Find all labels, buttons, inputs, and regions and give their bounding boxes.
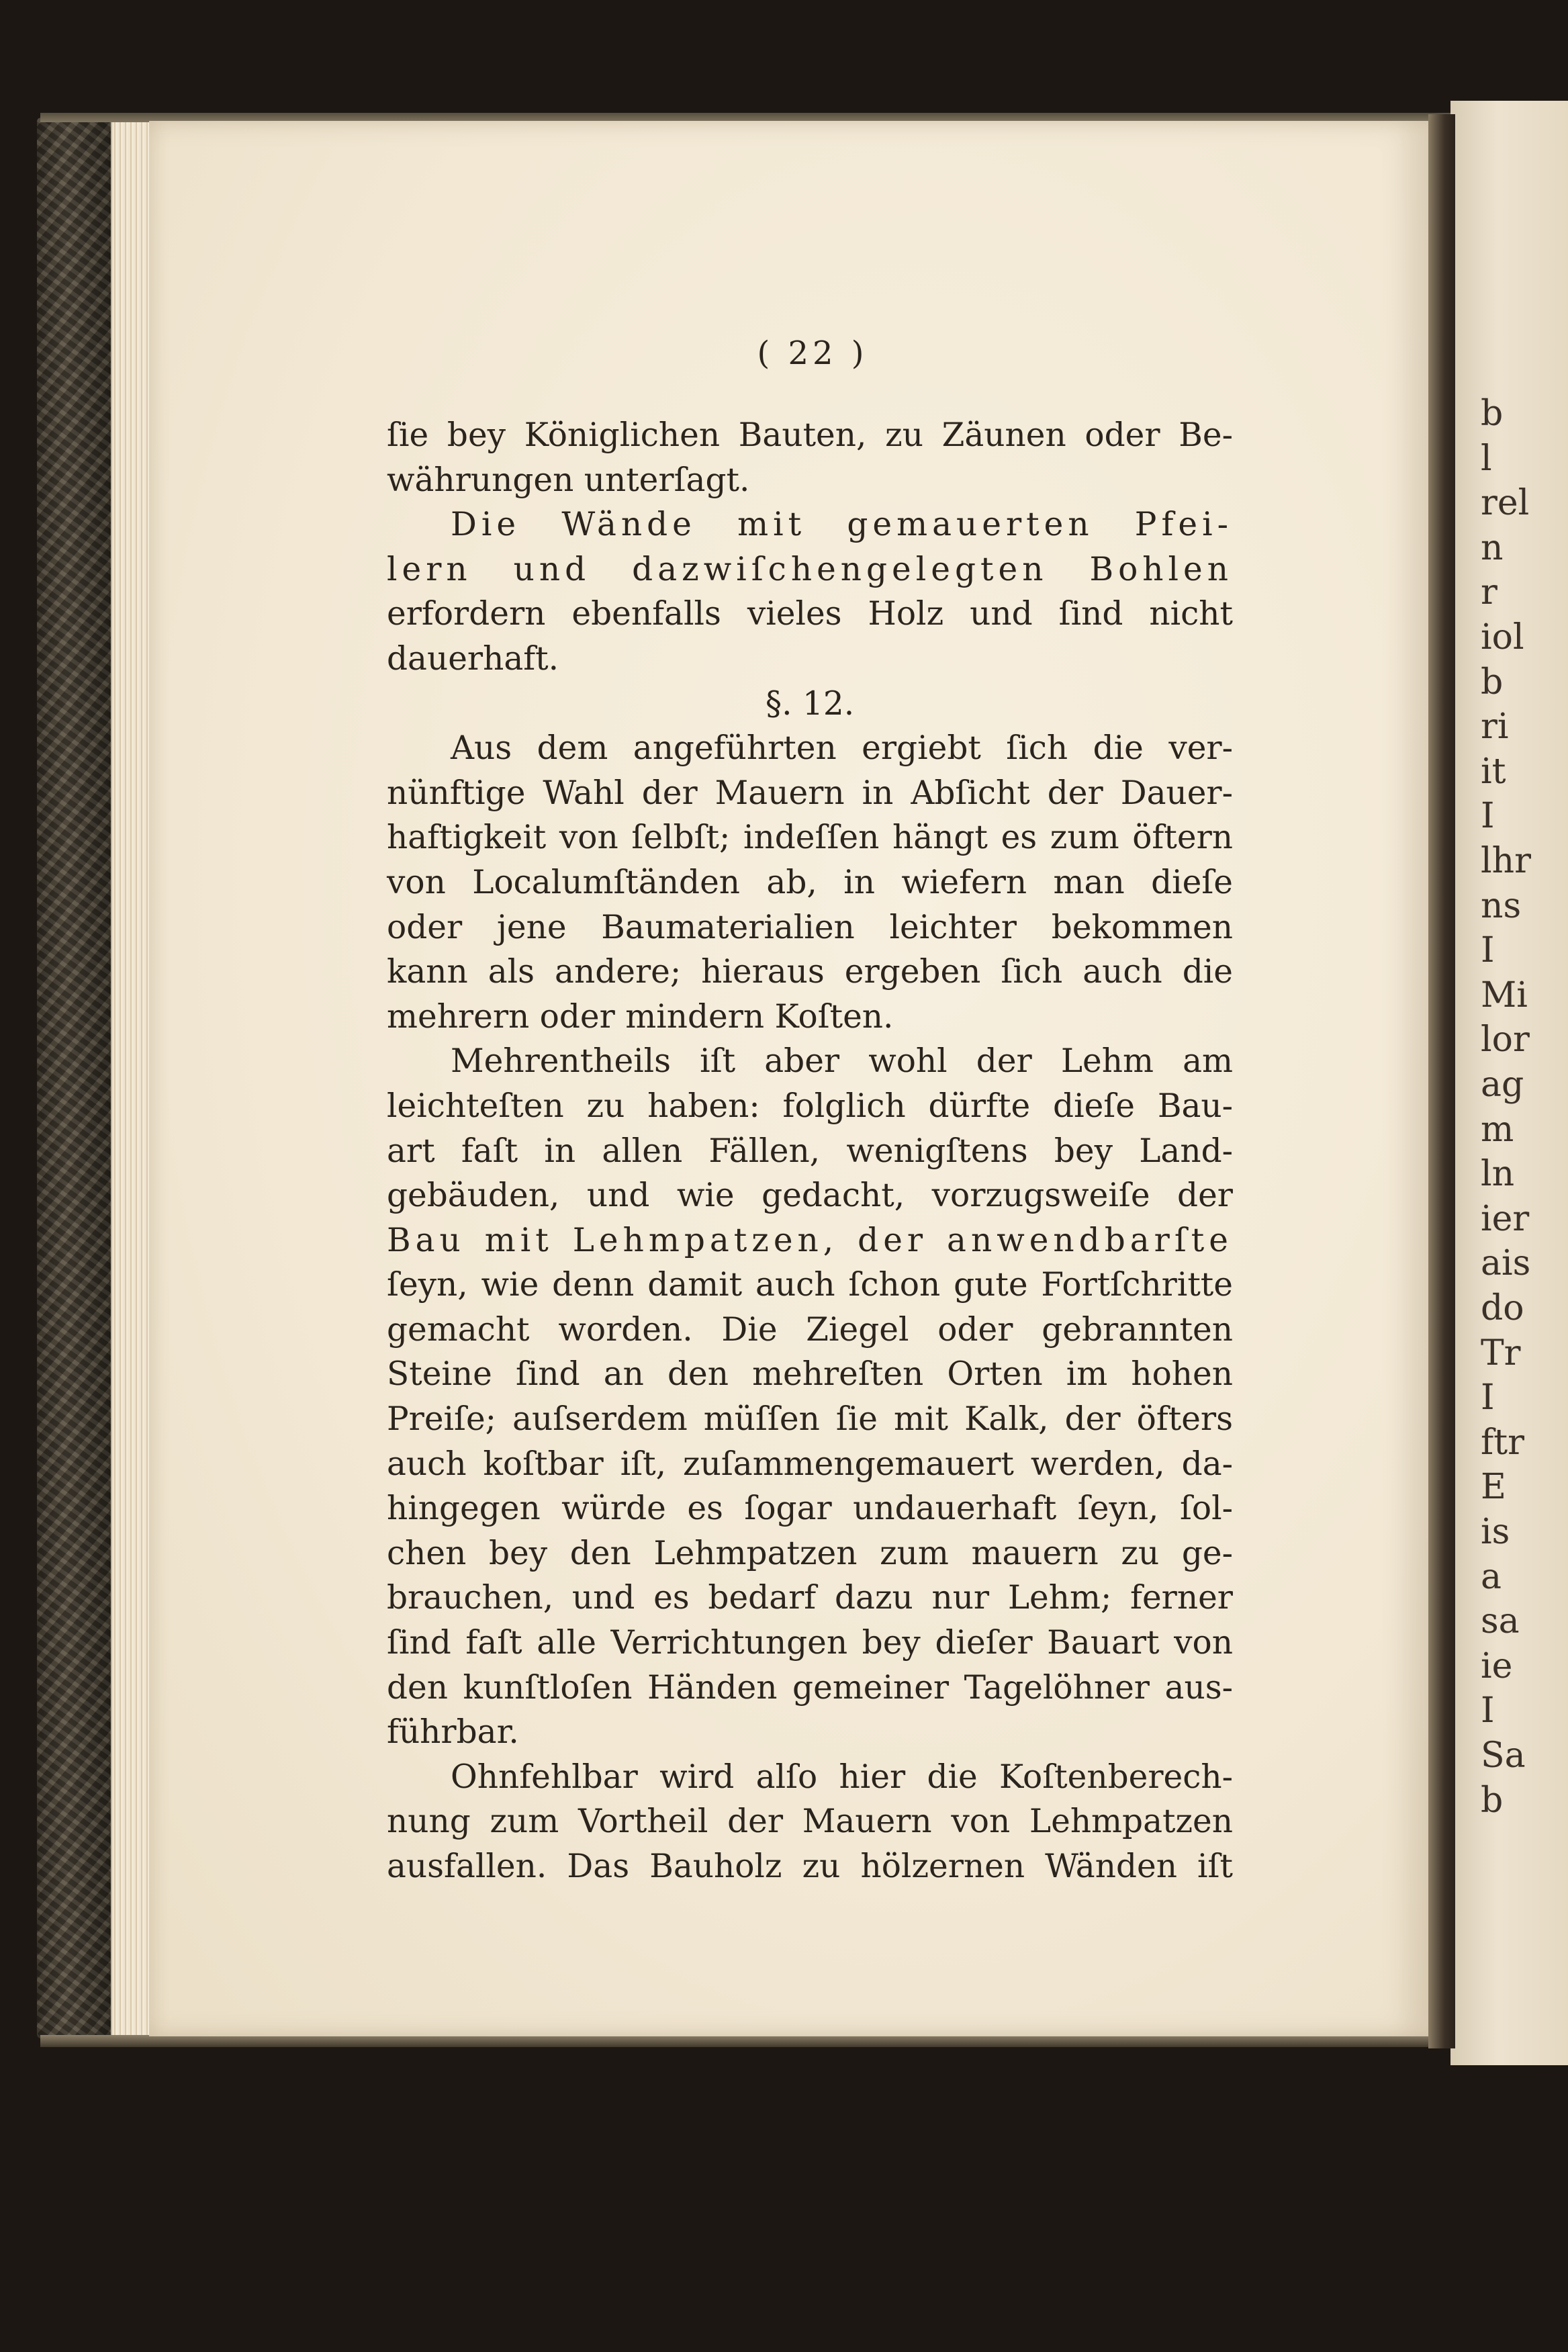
adjacent-page-fragment: n xyxy=(1481,527,1504,568)
text-line: erfordern ebenfalls vieles Holz und ſind nicht xyxy=(387,595,1233,633)
adjacent-page-fragment: lhr xyxy=(1481,841,1531,881)
text-line: Aus dem angeführten ergiebt ſich die ver- xyxy=(451,729,1233,768)
page-number: ( 22 ) xyxy=(757,334,868,372)
bottom-binding-edge xyxy=(40,2035,1457,2047)
text-line: Mehrentheils iſt aber wohl der Lehm am xyxy=(451,1042,1233,1081)
text-line: haftigkeit von ſelbſt; indeſſen hängt es zum öftern xyxy=(387,819,1233,857)
text-line: kann als andere; hieraus ergeben ſich auch die xyxy=(387,953,1233,991)
adjacent-page-fragment: b xyxy=(1481,1780,1504,1821)
text-line: leichteſten zu haben: folglich dürfte dieſe Bau- xyxy=(387,1087,1233,1125)
adjacent-page-fragment: ns xyxy=(1481,885,1522,926)
text-line: auch koſtbar iſt, zuſammengemauert werden, da- xyxy=(387,1445,1233,1483)
text-line: mehrern oder mindern Koſten. xyxy=(387,997,894,1036)
adjacent-page-fragment: r xyxy=(1481,572,1497,613)
section-heading: §. 12. xyxy=(765,684,855,723)
page-edges xyxy=(111,120,152,2038)
text-line: von Localumſtänden ab, in wiefern man dieſe xyxy=(387,863,1233,901)
adjacent-page-fragment: is xyxy=(1481,1512,1510,1552)
adjacent-page-fragment: sa xyxy=(1481,1601,1520,1642)
adjacent-page-fragment: I xyxy=(1481,1690,1495,1731)
text-line: nünftige Wahl der Mauern in Abſicht der Dauer- xyxy=(387,774,1233,812)
text-line: nung zum Vortheil der Mauern von Lehmpatzen xyxy=(387,1803,1233,1841)
text-line: lern und dazwiſchengelegten Bohlen xyxy=(387,550,1233,588)
adjacent-page-fragment: ln xyxy=(1481,1154,1515,1195)
text-line: art faſt in allen Fällen, wenigſtens bey Land- xyxy=(387,1132,1233,1170)
text-line: brauchen, und es bedarf dazu nur Lehm; ferner xyxy=(387,1579,1233,1617)
adjacent-page-fragment: a xyxy=(1481,1556,1502,1597)
text-line: Steine ſind an den mehreſten Orten im hohen xyxy=(387,1355,1233,1394)
page-body xyxy=(387,413,1233,1889)
adjacent-page-fragment: ftr xyxy=(1481,1422,1524,1463)
text-line: ſind faſt alle Verrichtungen bey dieſer Bauart von xyxy=(387,1624,1233,1662)
adjacent-page-fragment: do xyxy=(1481,1288,1524,1328)
adjacent-page-fragment: ri xyxy=(1481,707,1509,748)
adjacent-page-fragment: it xyxy=(1481,751,1506,792)
marbled-cover xyxy=(37,118,111,2038)
text-line: hingegen würde es ſogar undauerhaft ſeyn, ſol- xyxy=(387,1490,1233,1528)
text-line: den kunſtloſen Händen gemeiner Tagelöhner aus- xyxy=(387,1668,1233,1707)
adjacent-page-fragment: Sa xyxy=(1481,1735,1526,1776)
adjacent-page-fragment: b xyxy=(1481,662,1504,703)
text-line: gemacht worden. Die Ziegel oder gebrannten xyxy=(387,1310,1233,1349)
text-line: Bau mit Lehmpatzen, der anwendbarſte xyxy=(387,1221,1233,1259)
adjacent-page-fragment: l xyxy=(1481,438,1492,479)
adjacent-page-fragment: I xyxy=(1481,796,1495,837)
adjacent-page-fragment: I xyxy=(1481,1377,1495,1418)
text-line: Preiſe; auſserdem müſſen ſie mit Kalk, der öfters xyxy=(387,1400,1233,1439)
adjacent-page-fragment: rel xyxy=(1481,483,1530,524)
adjacent-page-fragment: I xyxy=(1481,930,1495,971)
adjacent-page-fragment: iol xyxy=(1481,617,1524,658)
adjacent-page-fragment: ag xyxy=(1481,1065,1524,1105)
text-line: gebäuden, und wie gedacht, vorzugsweiſe der xyxy=(387,1177,1233,1215)
text-line: oder jene Baumaterialien leichter bekommen xyxy=(387,908,1233,946)
text-line: chen bey den Lehmpatzen zum mauern zu ge- xyxy=(387,1534,1233,1572)
text-line: währungen unterſagt. xyxy=(387,461,750,499)
book-gutter xyxy=(1428,114,1455,2048)
text-line: Ohnfehlbar wird alſo hier die Koſtenberech- xyxy=(451,1758,1233,1796)
text-line: ausfallen. Das Bauholz zu hölzernen Wänden iſt xyxy=(387,1848,1233,1885)
adjacent-page-fragment: ais xyxy=(1481,1243,1531,1284)
adjacent-page-fragment: lor xyxy=(1481,1020,1530,1060)
adjacent-page-fragment: b xyxy=(1481,394,1504,434)
text-line: führbar. xyxy=(387,1713,519,1752)
adjacent-page-fragment: ier xyxy=(1481,1198,1530,1239)
text-line: Die Wände mit gemauerten Pfei- xyxy=(451,506,1233,544)
text-line: ſeyn, wie denn damit auch ſchon gute Fortſchritte xyxy=(387,1266,1233,1304)
adjacent-page-fragment: m xyxy=(1481,1109,1514,1150)
text-line: ſie bey Königlichen Bauten, zu Zäunen oder Be- xyxy=(387,416,1233,454)
text-line: dauerhaft. xyxy=(387,639,559,678)
adjacent-page-fragment: E xyxy=(1481,1467,1506,1508)
adjacent-page-fragment: Mi xyxy=(1481,975,1528,1015)
adjacent-page-fragment: Tr xyxy=(1481,1332,1521,1373)
adjacent-page-fragment: ie xyxy=(1481,1645,1513,1686)
